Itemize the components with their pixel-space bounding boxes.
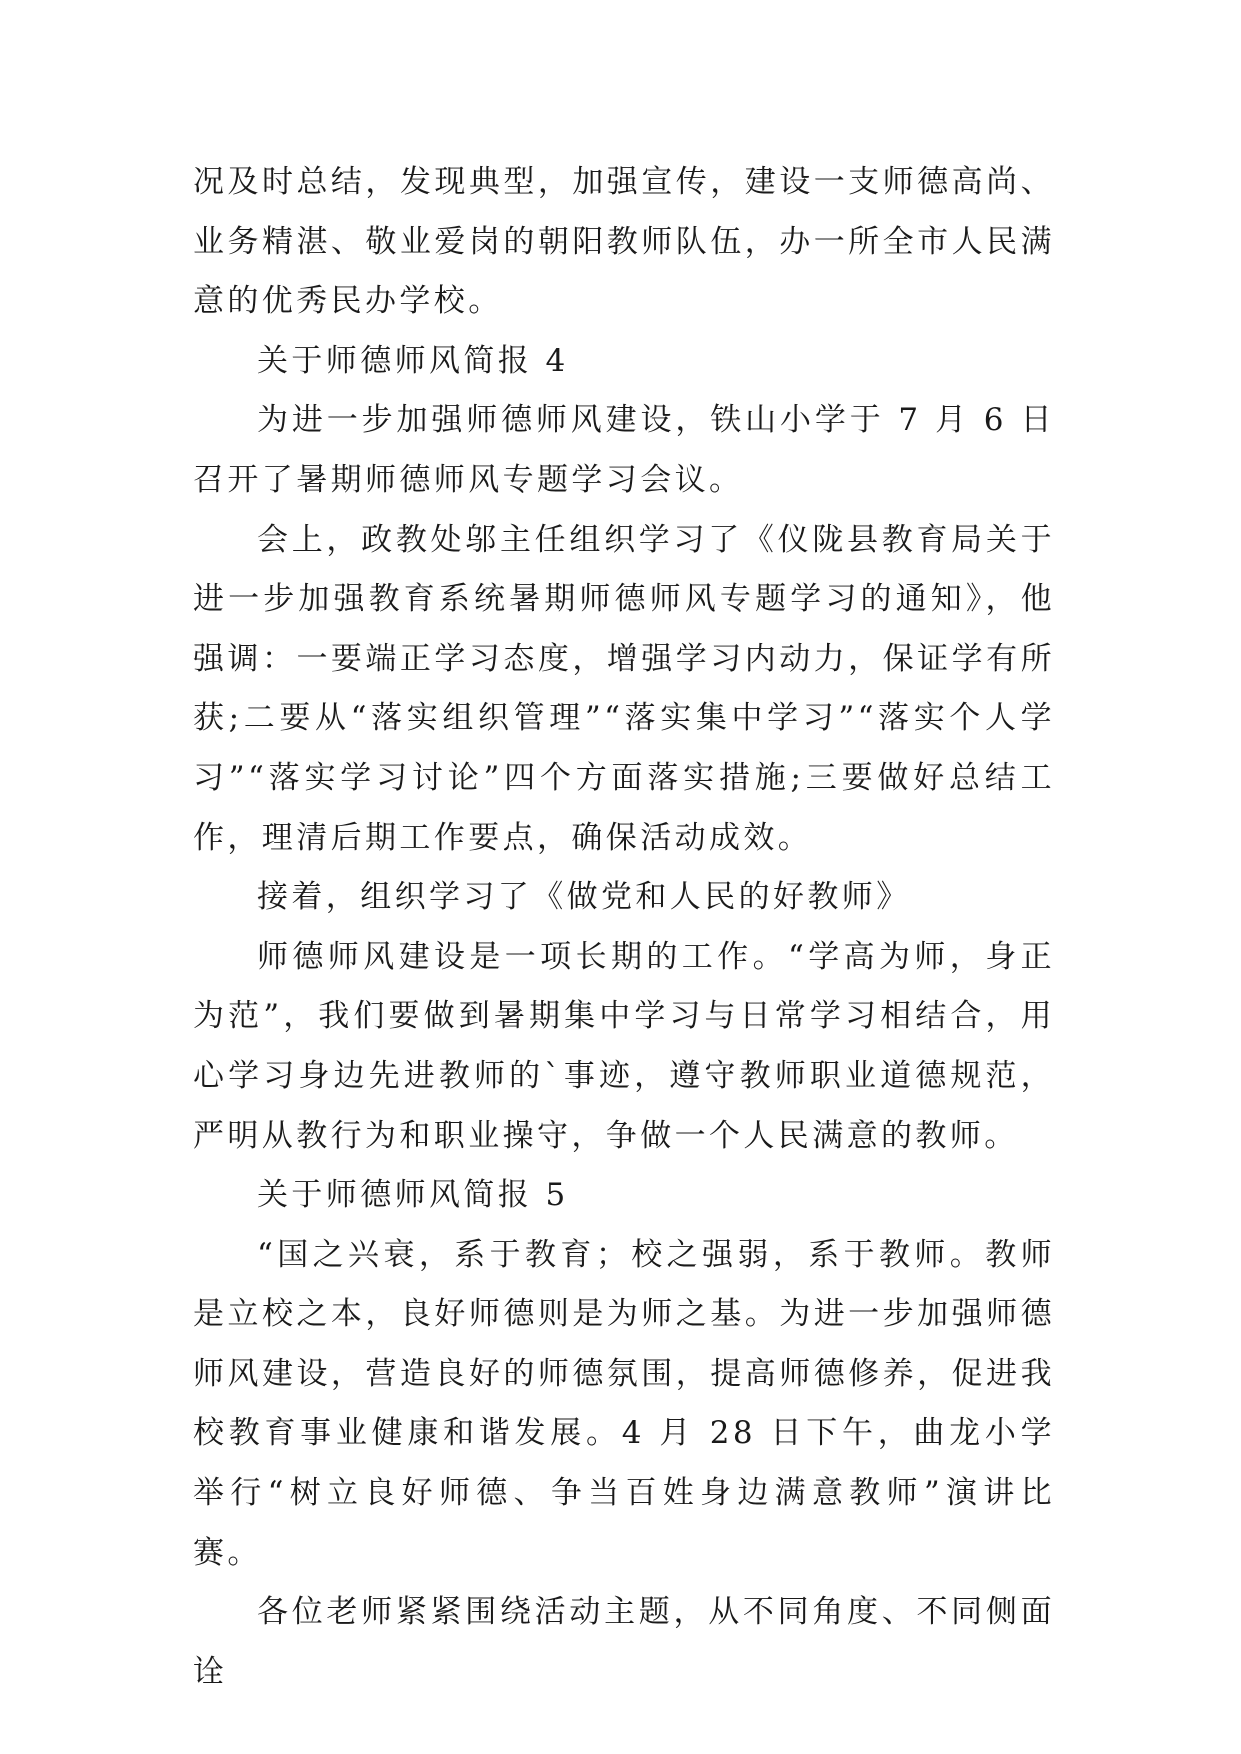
paragraph: 各位老师紧紧围绕活动主题，从不同角度、不同侧面诠 — [193, 1594, 1055, 1690]
paragraph: 为进一步加强师德师风建设，铁山小学于 7 月 6 日召开了暑期师德师风专题学习会议。 — [193, 402, 1055, 498]
document-body — [193, 153, 1055, 1702]
section-heading-5: 关于师德师风简报 5 — [257, 1177, 569, 1214]
paragraph: “国之兴衰，系于教育；校之强弱，系于教师。教师是立校之本，良好师德则是为师之基。为进一步加强师德师风建设，营造良好的师德氛围，提高师德修养，促进我校教育事业健康和谐发展。4 月 28 日下午，曲龙小学举行“树立良好师德、争当百姓身边满意教师”演讲比赛。 — [193, 1236, 1055, 1571]
paragraph: 会上，政教处邬主任组织学习了《仪陇县教育局关于进一步加强教育系统暑期师德师风专题学习的通知》，他强调：一要端正学习态度，增强学习内动力，保证学有所获;二要从“落实组织管理”“落实集中学习”“落实个人学习”“落实学习讨论”四个方面落实措施;三要做好总结工作，理清后期工作要点，确保活动成效。 — [193, 521, 1055, 856]
section-heading-4: 关于师德师风简报 4 — [257, 342, 569, 379]
paragraph: 接着，组织学习了《做党和人民的好教师》 — [257, 879, 911, 916]
paragraph-continuation: 况及时总结，发现典型，加强宣传，建设一支师德高尚、业务精湛、敬业爱岗的朝阳教师队伍，办一所全市人民满意的优秀民办学校。 — [193, 164, 1055, 320]
paragraph: 师德师风建设是一项长期的工作。“学高为师，身正为范”，我们要做到暑期集中学习与日常学习相结合，用心学习身边先进教师的`事迹，遵守教师职业道德规范，严明从教行为和职业操守，争做一个人民满意的教师。 — [193, 938, 1055, 1154]
